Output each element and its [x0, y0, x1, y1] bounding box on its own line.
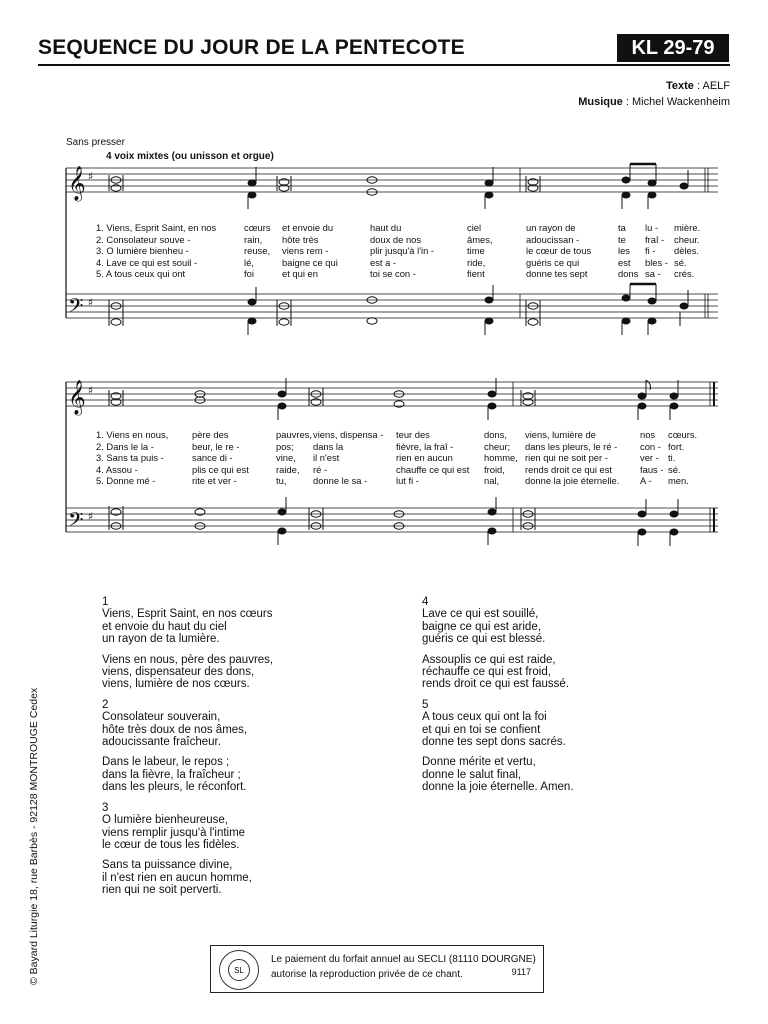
lyric-syllable: 5. Donne mé - — [96, 475, 156, 487]
lyric-syllable: adoucissan - — [526, 233, 580, 245]
lyric-syllable: fraî - — [645, 233, 665, 245]
lyric-syllable: plir jusqu'à l'in - — [370, 245, 435, 257]
lyric-syllable: ciel — [467, 222, 482, 233]
verse-number: 2 — [102, 698, 109, 711]
lyric-syllable: dèles. — [674, 245, 700, 257]
lyric-syllable: 2. Dans le la - — [96, 440, 154, 452]
lyric-syllable: toi se con - — [370, 268, 416, 280]
lyric-syllable: sé. — [668, 463, 681, 475]
lyric-syllable: vine, — [276, 452, 296, 464]
lyric-syllable: froid, — [484, 463, 505, 475]
lyric-syllable: crés. — [674, 268, 695, 280]
verse-line: rien qui ne soit perverti. — [102, 884, 222, 897]
lyric-syllable: rain, — [244, 233, 263, 245]
lyric-syllable: viens rem - — [282, 245, 329, 257]
catalog-code-badge: KL 29-79 — [617, 34, 729, 62]
lyric-syllable: 5. A tous ceux qui ont — [96, 268, 186, 280]
bass-clef-icon: 𝄢 — [68, 294, 84, 322]
lyric-syllable: fort. — [668, 440, 685, 452]
lyric-syllable: donne la joie éternelle. — [525, 475, 620, 487]
lyric-syllable: beur, le re - — [192, 440, 240, 452]
verse-line: rends droit ce qui est faussé. — [422, 678, 570, 691]
lyric-syllable: dons, — [484, 429, 507, 440]
verse-line: viens, dispensateur des dons, — [102, 666, 255, 679]
lyric-syllable: plis ce qui est — [192, 463, 249, 475]
lyric-syllable: ride, — [467, 256, 486, 268]
verse-stanza — [102, 608, 362, 645]
lyric-syllable: et envoie du — [282, 222, 334, 233]
tempo-marking: Sans presser — [66, 137, 125, 148]
lyric-syllable: 1. Viens en nous, — [96, 429, 169, 440]
copyright-notice: © Bayard Liturgie 18, rue Barbès - 92128 MONTROUGE Cedex — [28, 687, 40, 985]
lyric-syllable: fi - — [645, 245, 656, 257]
verse-stanza — [422, 608, 682, 645]
system1-treble-staff — [66, 168, 718, 192]
lyric-syllable: con - — [640, 440, 661, 452]
verse-stanza — [422, 711, 682, 748]
verse-line: hôte très doux de nos âmes, — [102, 723, 248, 736]
lyric-syllable: est — [618, 256, 631, 268]
lyric-syllable: lu - — [645, 222, 659, 233]
verse-stanza — [102, 814, 362, 851]
lyric-syllable: dans les pleurs, le ré - — [525, 440, 618, 452]
secli-seal-icon: SL — [219, 950, 259, 990]
lyric-syllable: sé. — [674, 256, 687, 268]
verse-number: 4 — [422, 596, 429, 608]
sharp-icon: ♯ — [88, 296, 94, 309]
lyric-syllable: reuse, — [244, 245, 271, 257]
verses-right-column — [422, 596, 682, 802]
verse-line: et qui en toi se confient — [422, 723, 541, 736]
verse-line: il n'est rien en aucun homme, — [102, 871, 252, 884]
lyric-syllable: dons — [618, 268, 639, 280]
verse-line: guéris ce qui est blessé. — [422, 633, 546, 646]
verse-line: Donne mérite et vertu, — [422, 756, 536, 769]
lyric-syllable: cœurs. — [668, 429, 698, 440]
verse-line: Consolateur souverain, — [102, 711, 221, 724]
lyric-syllable: cheur; — [484, 440, 511, 452]
verse-line: Lave ce qui est souillé, — [422, 608, 539, 621]
lyric-syllable: père des — [192, 429, 229, 440]
bass-clef-icon: 𝄢 — [68, 508, 84, 536]
verse-line: un rayon de ta lumière. — [102, 633, 220, 646]
lyric-syllable: time — [467, 245, 485, 257]
verse-line: Viens en nous, père des pauvres, — [102, 653, 274, 666]
lyric-syllable: dans la — [313, 440, 344, 452]
lyric-syllable: nos — [640, 429, 656, 440]
lyric-syllable: 4. Lave ce qui est souil - — [96, 256, 198, 268]
verse-line: donne tes sept dons sacrés. — [422, 736, 566, 749]
lyric-syllable: est a - — [370, 256, 397, 268]
lyric-syllable: cheur. — [674, 233, 700, 245]
verse-stanza — [102, 859, 362, 896]
lyric-syllable: 2. Consolateur souve - — [96, 233, 191, 245]
lyric-syllable: sance di - — [192, 452, 233, 464]
lyric-syllable: ver - — [640, 452, 659, 464]
lyric-syllable: homme, — [484, 452, 518, 464]
lyric-syllable: il n'est — [313, 452, 340, 464]
lyric-syllable: rite et ver - — [192, 475, 237, 487]
verse-stanza — [422, 756, 682, 793]
lyric-syllable: donne tes sept — [526, 268, 588, 280]
lyric-syllable: fient — [467, 268, 485, 280]
verse-line: Assouplis ce qui est raide, — [422, 653, 556, 666]
lyric-syllable: 1. Viens, Esprit Saint, en nos — [96, 222, 217, 233]
lyric-syllable: sa - — [645, 268, 661, 280]
lyric-syllable: tu, — [276, 475, 287, 487]
lyric-syllable: ré - — [313, 463, 328, 475]
verse-line: O lumière bienheureuse, — [102, 814, 228, 827]
lyric-syllable: baigne ce qui — [282, 256, 338, 268]
lyric-syllable: viens, lumière de — [525, 429, 596, 440]
system2-treble-staff — [66, 382, 718, 406]
lyric-syllable: guéris ce qui — [526, 256, 580, 268]
verse-stanza — [102, 654, 362, 691]
lyric-syllable: lut fi - — [396, 475, 419, 487]
lyric-syllable: ta — [618, 222, 626, 233]
sharp-icon: ♯ — [88, 384, 94, 397]
verse-stanza — [102, 756, 362, 793]
verse-line: et envoie du haut du ciel — [102, 620, 227, 633]
lyric-syllable: mière. — [674, 222, 701, 233]
verse-line: Viens, Esprit Saint, en nos cœurs — [102, 608, 273, 621]
lyric-syllable: viens, dispensa - — [313, 429, 384, 440]
lyric-syllable: ti. — [668, 452, 676, 464]
verse-line: viens remplir jusqu'à l'intime — [102, 826, 246, 839]
lyric-syllable: foi — [244, 268, 254, 280]
license-box — [210, 945, 544, 993]
verse-line: donne la joie éternelle. Amen. — [422, 781, 574, 794]
lyric-syllable: chauffe ce qui est — [396, 463, 470, 475]
verse-line: baigne ce qui est aride, — [422, 620, 541, 633]
lyric-syllable: cœurs — [244, 222, 271, 233]
page-title: SEQUENCE DU JOUR DE LA PENTECOTE — [38, 36, 465, 59]
lyric-syllable: 4. Assou - — [96, 463, 138, 475]
verse-line: viens, lumière de nos cœurs. — [102, 678, 250, 691]
voicing-note: 4 voix mixtes (ou unisson et orgue) — [106, 151, 274, 162]
lyric-syllable: rends droit ce qui est — [525, 463, 613, 475]
verse-line: Dans le labeur, le repos ; — [102, 756, 230, 769]
verse-number: 3 — [102, 801, 109, 814]
treble-clef-icon: 𝄞 — [68, 166, 86, 201]
verse-line: adoucissante fraîcheur. — [102, 736, 221, 749]
lyric-syllable: 3. O lumière bienheu - — [96, 245, 189, 257]
verse-number: 1 — [102, 596, 109, 608]
lyric-syllable: haut du — [370, 222, 402, 233]
lyric-syllable: le cœur de tous — [526, 245, 592, 257]
verse-line: réchauffe ce qui est froid, — [422, 666, 551, 679]
sharp-icon: ♯ — [88, 170, 94, 183]
lyric-syllable: bles - — [645, 256, 668, 268]
verse-stanza — [102, 711, 362, 748]
lyric-syllable: âmes, — [467, 233, 493, 245]
lyric-syllable: un rayon de — [526, 222, 576, 233]
verse-line: Sans ta puissance divine, — [102, 859, 233, 872]
lyric-syllable: rien en aucun — [396, 452, 453, 464]
system2-bass-staff — [66, 508, 718, 532]
verse-line: A tous ceux qui ont la foi — [422, 711, 547, 724]
lyric-syllable: men. — [668, 475, 689, 487]
lyric-syllable: faus - — [640, 463, 664, 475]
lyric-syllable: rien qui ne soit per - — [525, 452, 608, 464]
music-credit: Musique : Michel Wackenheim — [578, 96, 730, 108]
system1-bass-staff — [66, 294, 718, 318]
lyric-syllable: te — [618, 233, 626, 245]
lyric-syllable: doux de nos — [370, 233, 422, 245]
verse-line: le cœur de tous les fidèles. — [102, 838, 240, 851]
lyric-syllable: A - — [640, 475, 652, 487]
treble-clef-icon: 𝄞 — [68, 380, 86, 415]
lyric-syllable: teur des — [396, 429, 430, 440]
lyric-syllable: hôte très — [282, 233, 319, 245]
lyric-syllable: pauvres, — [276, 429, 312, 440]
verse-line: dans la fièvre, la fraîcheur ; — [102, 768, 241, 781]
lyric-syllable: nal, — [484, 475, 500, 487]
lyric-syllable: pos; — [276, 440, 294, 452]
lyric-syllable: les — [618, 245, 630, 257]
lyric-syllable: et qui en — [282, 268, 318, 280]
verse-stanza — [422, 654, 682, 691]
verses-left-column — [102, 596, 362, 905]
lyric-syllable: 3. Sans ta puis - — [96, 452, 164, 464]
sharp-icon: ♯ — [88, 510, 94, 523]
lyric-syllable: lé, — [244, 256, 254, 268]
license-number: 9117 — [511, 967, 531, 977]
verse-line: dans les pleurs, le réconfort. — [102, 781, 247, 794]
lyric-syllable: raide, — [276, 463, 300, 475]
lyric-syllable: donne le sa - — [313, 475, 368, 487]
license-text: Le paiement du forfait annuel au SECLI (81110 DOURGNE) autorise la reproduction privée de ce chant. — [271, 954, 536, 980]
text-credit: Texte : AELF — [666, 80, 730, 92]
verse-number: 5 — [422, 698, 429, 711]
lyric-syllable: fièvre, la fraî - — [396, 440, 454, 452]
verse-line: donne le salut final, — [422, 768, 522, 781]
